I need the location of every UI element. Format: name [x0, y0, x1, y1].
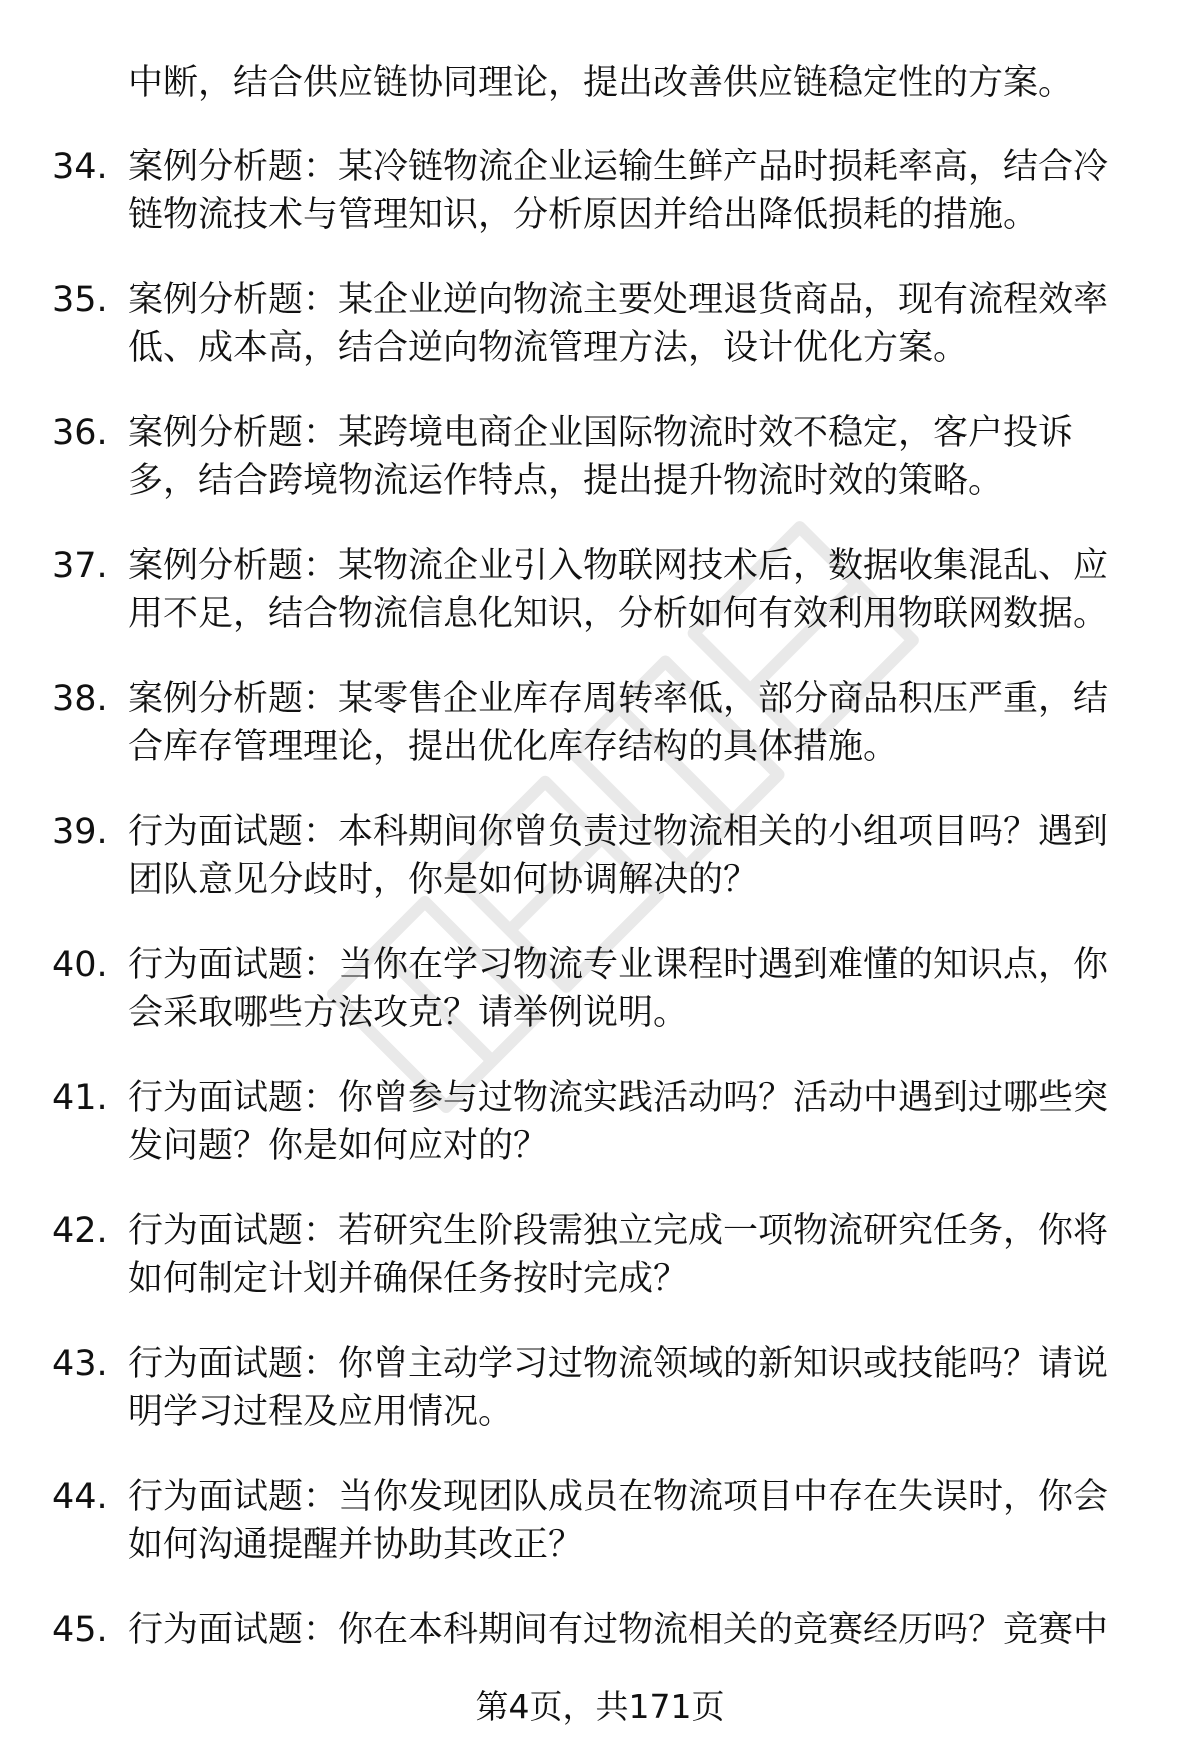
question-list [0, 143, 1200, 1739]
question-item [0, 1074, 1200, 1207]
question-text-line: 案例分析题：某跨境电商企业国际物流时效不稳定，客户投诉 [128, 413, 1074, 453]
question-number: 35. [52, 280, 108, 320]
continuation-text: 中断，结合供应链协同理论，提出改善供应链稳定性的方案。 [128, 63, 1074, 103]
question-text-line: 如何沟通提醒并协助其改正？ [128, 1525, 584, 1565]
question-text-line: 案例分析题：某企业逆向物流主要处理退货商品，现有流程效率 [128, 280, 1109, 320]
question-text-line: 如何制定计划并确保任务按时完成？ [128, 1259, 689, 1299]
question-text-line: 行为面试题：你曾参与过物流实践活动吗？活动中遇到过哪些突 [128, 1078, 1109, 1118]
question-text-line: 案例分析题：某物流企业引入物联网技术后，数据收集混乱、应 [128, 546, 1109, 586]
question-item [0, 941, 1200, 1074]
question-text-line: 会采取哪些方法攻克？请举例说明。 [128, 993, 689, 1033]
question-text-line: 行为面试题：若研究生阶段需独立完成一项物流研究任务，你将 [128, 1211, 1109, 1251]
question-text-line: 用不足，结合物流信息化知识，分析如何有效利用物联网数据。 [128, 594, 1109, 634]
question-number: 39. [52, 812, 108, 852]
question-number: 43. [52, 1344, 108, 1384]
question-text-line: 行为面试题：你曾主动学习过物流领域的新知识或技能吗？请说 [128, 1344, 1109, 1384]
question-number: 44. [52, 1477, 108, 1517]
question-number: 37. [52, 546, 108, 586]
question-item [0, 808, 1200, 941]
question-number: 38. [52, 679, 108, 719]
question-number: 40. [52, 945, 108, 985]
question-text-line: 案例分析题：某冷链物流企业运输生鲜产品时损耗率高，结合冷 [128, 147, 1109, 187]
question-item [0, 276, 1200, 409]
question-item [0, 1207, 1200, 1340]
question-text-line: 行为面试题：你在本科期间有过物流相关的竞赛经历吗？竞赛中 [128, 1610, 1109, 1650]
question-text-line: 链物流技术与管理知识，分析原因并给出降低损耗的措施。 [128, 195, 1039, 235]
question-number: 41. [52, 1078, 108, 1118]
question-text-line: 案例分析题：某零售企业库存周转率低，部分商品积压严重，结 [128, 679, 1109, 719]
question-item [0, 409, 1200, 542]
question-number: 42. [52, 1211, 108, 1251]
question-text-line: 合库存管理理论，提出优化库存结构的具体措施。 [128, 727, 899, 767]
question-item [0, 675, 1200, 808]
page-footer: 第4页，共171页 [475, 1687, 725, 1726]
question-number: 36. [52, 413, 108, 453]
question-number: 45. [52, 1610, 108, 1650]
question-item [0, 143, 1200, 276]
question-text-line: 低、成本高，结合逆向物流管理方法，设计优化方案。 [128, 328, 969, 368]
question-text-line: 多，结合跨境物流运作特点，提出提升物流时效的策略。 [128, 461, 1004, 501]
question-number: 34. [52, 147, 108, 187]
question-item [0, 1340, 1200, 1473]
question-item [0, 1473, 1200, 1606]
question-text-line: 明学习过程及应用情况。 [128, 1392, 514, 1432]
question-item [0, 542, 1200, 675]
question-text-line: 行为面试题：当你发现团队成员在物流项目中存在失误时，你会 [128, 1477, 1109, 1517]
question-text-line: 行为面试题：当你在学习物流专业课程时遇到难懂的知识点，你 [128, 945, 1109, 985]
question-text-line: 行为面试题：本科期间你曾负责过物流相关的小组项目吗？遇到 [128, 812, 1109, 852]
question-text-line: 发问题？你是如何应对的？ [128, 1126, 549, 1166]
question-text-line: 团队意见分歧时，你是如何协调解决的？ [128, 860, 759, 900]
